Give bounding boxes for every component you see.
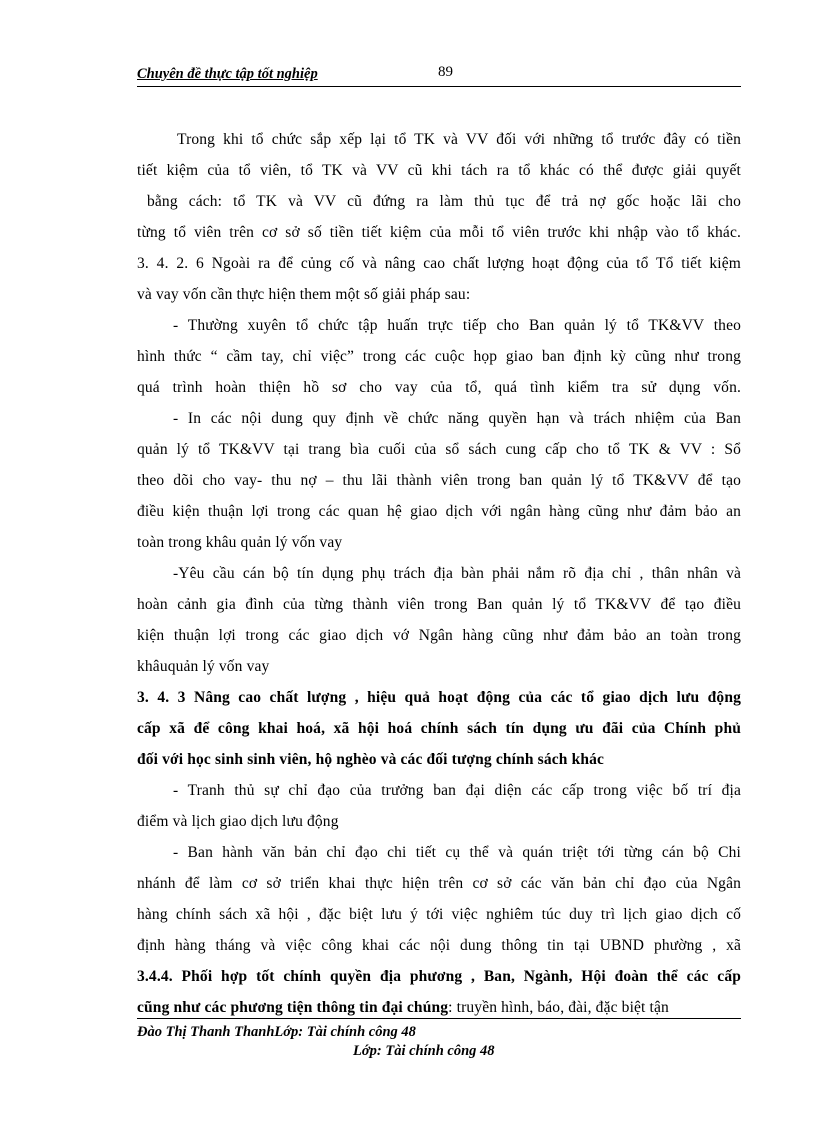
paragraph-line: - Tranh thủ sự chỉ đạo của trưởng ban đại diện các cấp trong việc bố trí địa: [173, 782, 741, 799]
section-heading-fragment: cũng như các phương tiện thông tin đại chúng: [137, 999, 449, 1016]
paragraph-line: nhánh để làm cơ sở triển khai thực hiện trên cơ sở các văn bản chỉ đạo của Ngân: [137, 875, 741, 892]
section-heading-line: 3.4.4. Phối hợp tốt chính quyền địa phương , Ban, Ngành, Hội đoàn thể các cấp: [137, 968, 741, 985]
paragraph-line: - Thường xuyên tổ chức tập huấn trực tiếp cho Ban quản lý tổ TK&VV theo: [173, 317, 741, 334]
paragraph-line: và vay vốn cần thực hiện them một số giải pháp sau:: [137, 286, 471, 303]
paragraph-line: hàng chính sách xã hội , đặc biệt lưu ý tới việc nghiêm túc duy trì lịch giao dịch cố: [137, 906, 741, 923]
paragraph-line: Trong khi tổ chức sắp xếp lại tổ TK và VV đối với những tổ trước đây có tiền: [177, 131, 741, 148]
page-number: 89: [438, 64, 453, 80]
section-heading-line: đối với học sinh sinh viên, hộ nghèo và các đối tượng chính sách khác: [137, 751, 605, 768]
paragraph-line: quá trình hoàn thiện hồ sơ cho vay của tổ, quá tình kiểm tra sử dụng vốn.: [137, 379, 741, 396]
paragraph-line: điều kiện thuận lợi trong các quan hệ giao dịch với ngân hàng cũng như đảm bảo an: [137, 503, 741, 520]
paragraph-line: hoàn cảnh gia đình của từng thành viên trong Ban quản lý tổ TK&VV để tạo điều: [137, 596, 741, 613]
mixed-line: [137, 998, 741, 1018]
section-heading-line: cấp xã để công khai hoá, xã hội hoá chính sách tín dụng ưu đãi của Chính phủ: [137, 720, 741, 737]
paragraph-line: 3. 4. 2. 6 Ngoài ra để củng cố và nâng cao chất lượng hoạt động của tổ Tổ tiết kiệm: [137, 255, 741, 272]
paragraph-line: kiện thuận lợi trong các giao dịch vớ Ngân hàng cũng như đảm bảo an toàn trong: [137, 627, 741, 644]
paragraph-line: hình thức “ cầm tay, chỉ việc” trong các cuộc họp giao ban định kỳ cũng như trong: [137, 348, 741, 365]
paragraph-line: toàn trong khâu quản lý vốn vay: [137, 534, 343, 551]
paragraph-line: quản lý tổ TK&VV tại trang bìa cuối của sổ sách cung cấp cho tổ TK & VV : Sổ: [137, 441, 741, 458]
paragraph-line: khâuquản lý vốn vay: [137, 658, 270, 675]
footer-author: Đào Thị Thanh ThanhLớp: Tài chính công 48: [137, 1024, 416, 1040]
paragraph-line: tiết kiệm của tổ viên, tổ TK và VV cũ khi tách ra tổ khác có thể được giải quyết: [137, 162, 741, 179]
paragraph-line: điểm và lịch giao dịch lưu động: [137, 813, 339, 830]
footer-class: Lớp: Tài chính công 48: [353, 1043, 495, 1059]
footer-divider: [137, 1018, 741, 1019]
paragraph-line: từng tổ viên trên cơ sở số tiền tiết kiệm của mỗi tổ viên trước khi nhập vào tổ khác.: [137, 224, 741, 241]
paragraph-line: theo dõi cho vay- thu nợ – thu lãi thành viên trong ban quản lý tổ TK&VV để tạo: [137, 472, 741, 489]
paragraph-line: bằng cách: tổ TK và VV cũ đứng ra làm thủ tục để trả nợ gốc hoặc lãi cho: [147, 193, 741, 210]
header-title: Chuyên đề thực tập tốt nghiệp: [137, 66, 318, 82]
page-header: [137, 64, 741, 87]
paragraph-line: -Yêu cầu cán bộ tín dụng phụ trách địa bàn phải nắm rõ địa chỉ , thân nhân và: [173, 565, 741, 582]
paragraph-line: - In các nội dung quy định về chức năng quyền hạn và trách nhiệm của Ban: [173, 410, 741, 427]
paragraph-line: - Ban hành văn bản chỉ đạo chi tiết cụ thể và quán triệt tới từng cán bộ Chi: [173, 844, 741, 861]
paragraph-line: định hàng tháng và việc công khai các nội dung thông tin tại UBND phường , xã: [137, 937, 741, 954]
section-heading-line: 3. 4. 3 Nâng cao chất lượng , hiệu quả hoạt động của các tổ giao dịch lưu động: [137, 689, 741, 706]
paragraph-fragment: : truyền hình, báo, đài, đặc biệt tận: [448, 999, 669, 1016]
